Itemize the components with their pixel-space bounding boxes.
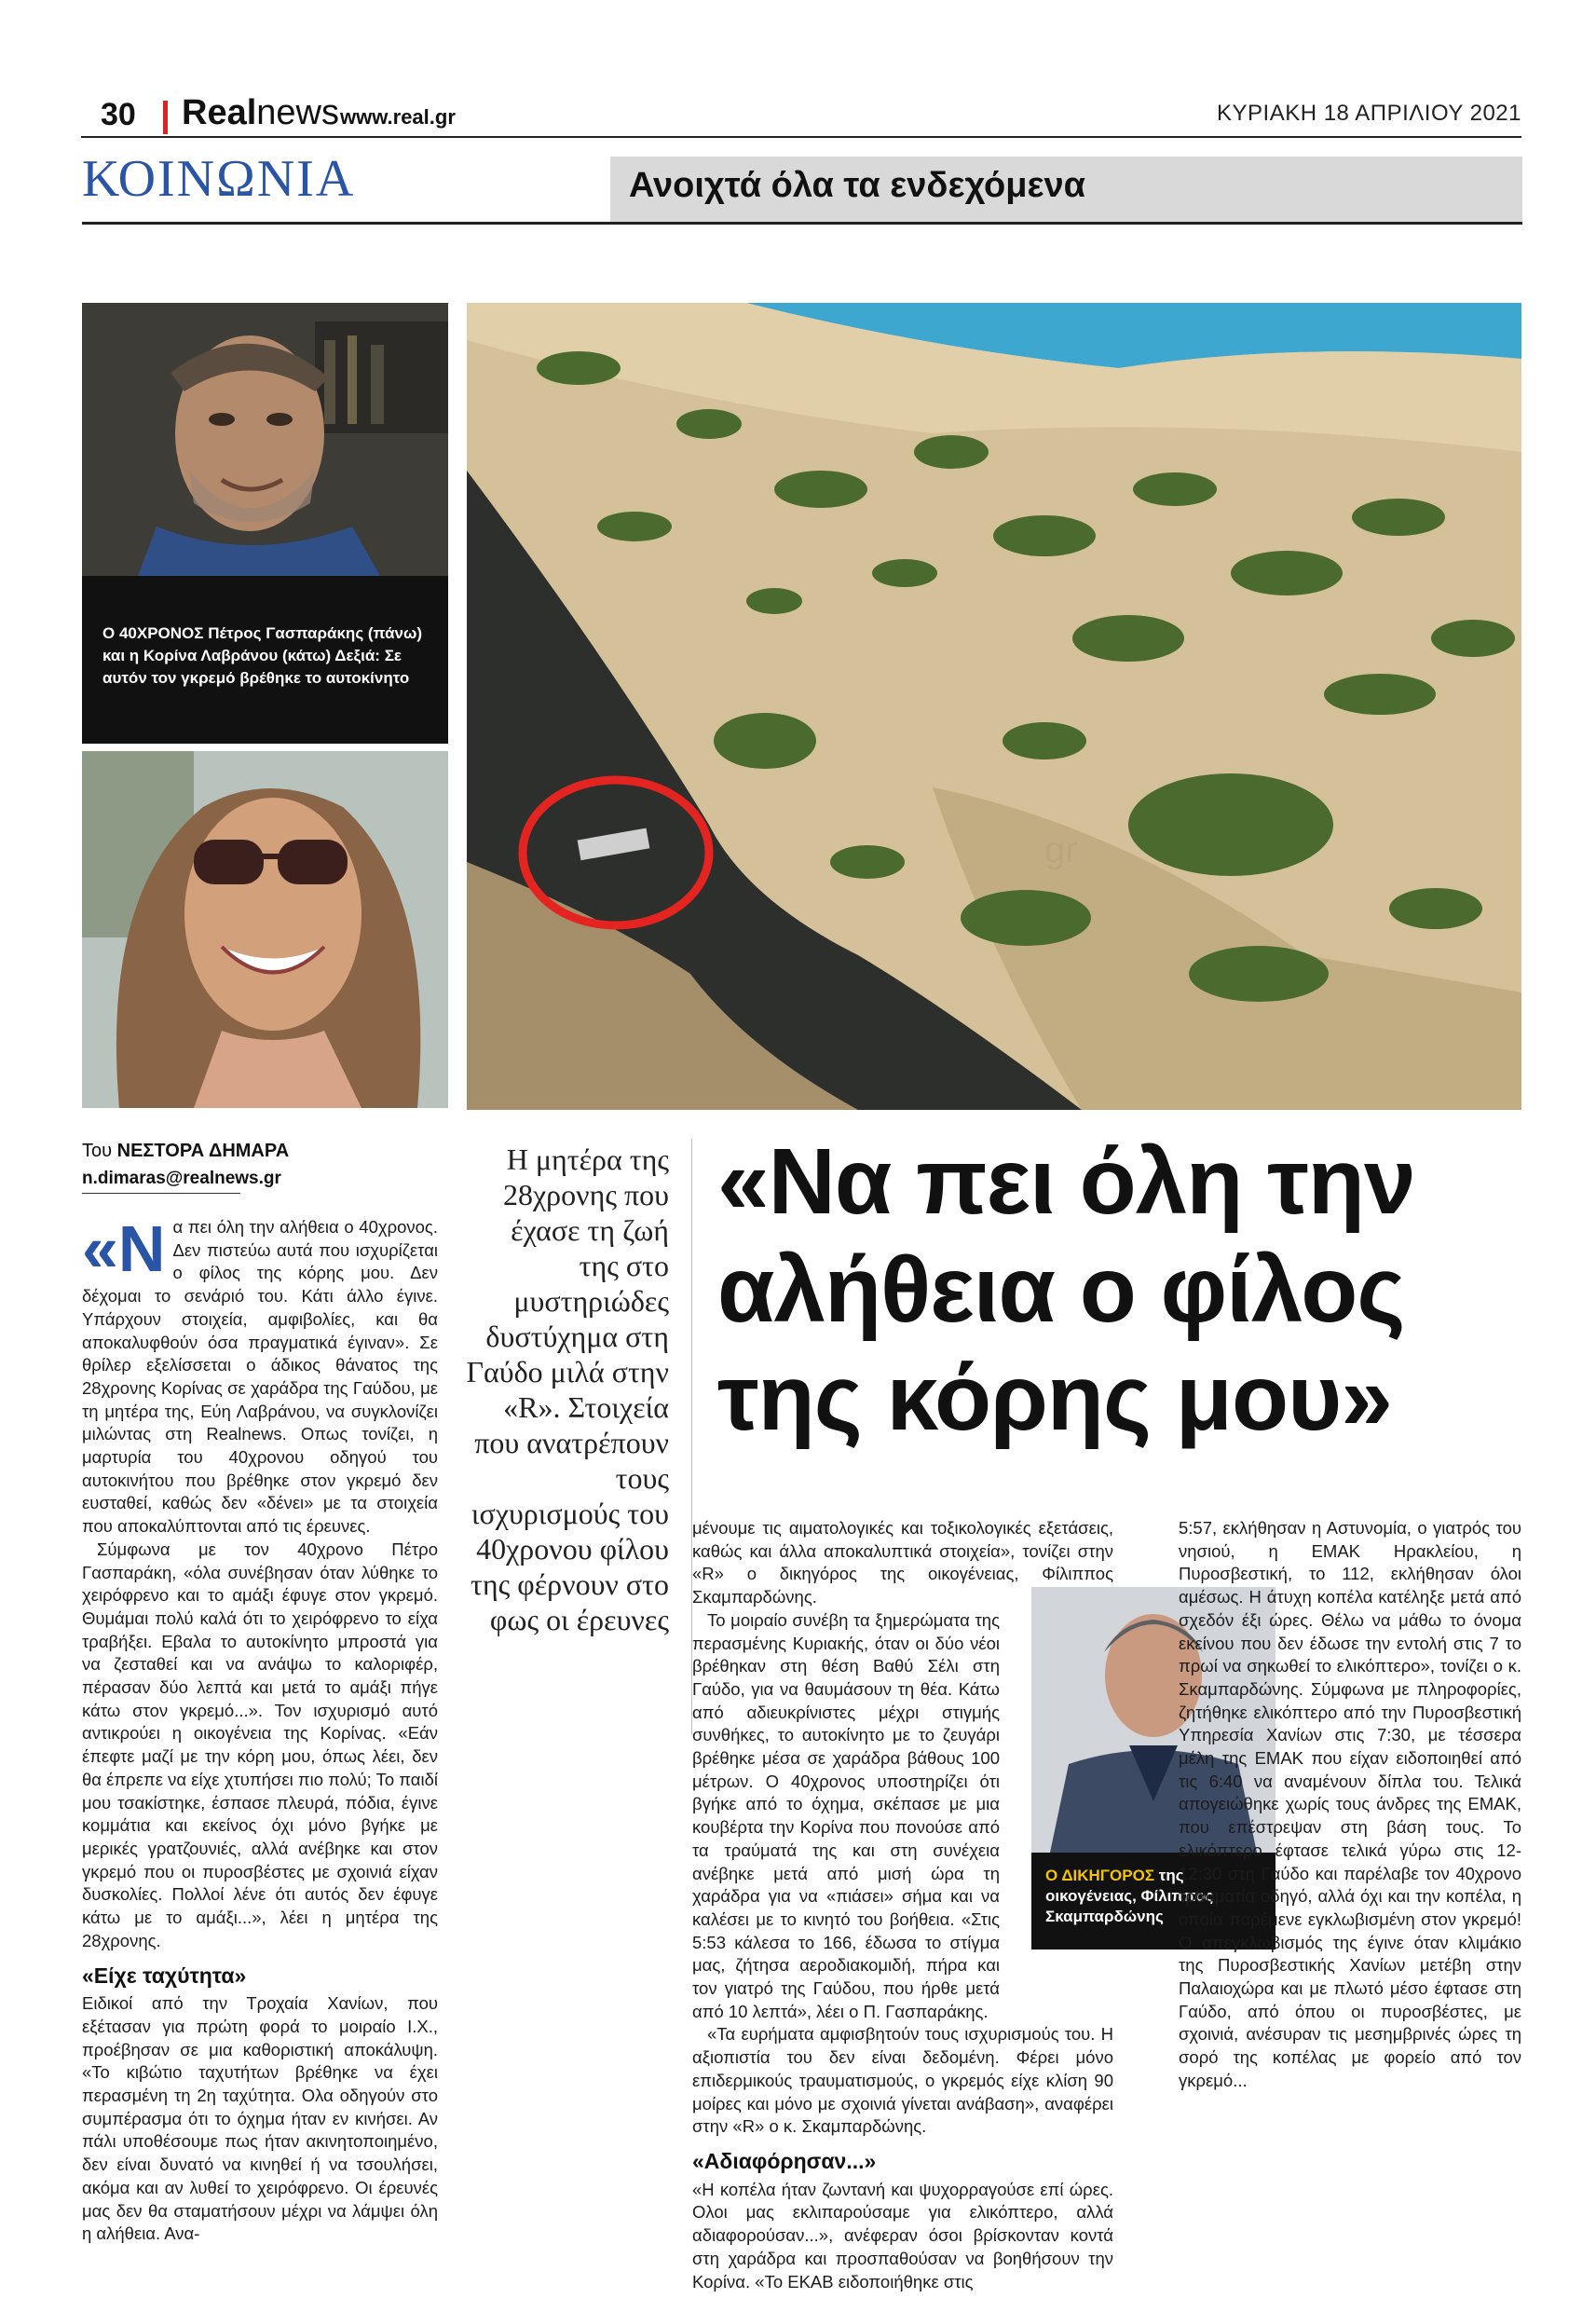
photo-watermark: gr xyxy=(1044,829,1078,870)
drop-cap: «Ν xyxy=(82,1212,166,1285)
gorge-illustration xyxy=(467,303,1521,1110)
byline xyxy=(82,1141,289,1162)
byline-author: ΝΕΣΤΟΡΑ ΔΗΜΑΡΑ xyxy=(116,1141,290,1161)
photo-petros-gasparakis xyxy=(82,303,448,576)
paragraph: 5:57, εκλήθησαν η Αστυνομία, ο γιατρός του νησιού, η ΕΜΑΚ Ηρακλείου, η Πυροσβεστική, το 112, εκλήθησαν όλοι αμέσως. Η άτυχη κοπέλα κατέληξε μετά από σχεδόν έξι ώρες. Θέλω να μάθω το όνομα εκείνου που δεν έδωσε την εντολή στις 7 το πρωί να σηκωθεί το ελικόπτερο», τονίζει ο κ. Σκαμπαρδώνης. Σύμφωνα με πληροφορίες, ζητήθηκε ελικόπτερο από την Πυροσβεστική Υπηρεσία Χανίων στις 7:30, με τέσσερα μέλη της ΕΜΑΚ που είχαν ειδοποιηθεί από τις 6:40 να αναμένουν δίπλα του. Τελικά απογειώθηκε χωρίς τους άνδρες της ΕΜΑΚ, που επέστρεψαν στη βάση τους. Το ελικόπτερο έφτασε τελικά γύρω στις 12-12:30 στη Γαύδο και παρέλαβε τον 40χρονο τραυματία οδηγό, αλλά όχι και την κοπέλα, η οποία παρέμενε εγκλωβισμένη στον γκρεμό! Ο απεγκλωβισμός της έγινε όταν κλιμάκιο της Πυροσβεστικής Χανίων μετέβη στην Παλαιοχώρα και με πλωτό μέσο έφτασε στη Γαύδο, από όπου οι πυροσβέστες, με σχοινιά, ανέσυραν τις μεσημβρινές ώρες τη σορό της κοπέλας με φορείο από τον γκρεμό... xyxy=(1179,1518,1521,2090)
photo-korina-lavranou xyxy=(82,751,448,1108)
header-divider xyxy=(163,101,168,134)
issue-date: ΚΥΡΙΑΚΗ 18 ΑΠΡΙΛΙΟΥ 2021 xyxy=(1217,101,1521,126)
headline: «Να πει όλη την αλήθεια ο φίλος της κόρης μου» xyxy=(717,1129,1415,1450)
page-number: 30 xyxy=(101,97,136,132)
subheading-speed: «Είχε ταχύτητα» xyxy=(82,1963,247,1988)
brand-bold: Real xyxy=(182,93,257,132)
kicker: Ανοιχτά όλα τα ενδεχόμενα xyxy=(629,166,1085,205)
man-portrait-illustration xyxy=(82,303,448,576)
standfirst: Η μητέρα της 28χρονης που έχασε τη ζωή της στο μυστηριώδες δυστύχημα στη Γαύδο μιλά στην «R». Στοιχεία που ανατρέπουν τους ισχυρισμούς του 40χρονου φίλου της φέρνουν στο φως οι έρευνες xyxy=(466,1142,669,1636)
header-rule xyxy=(81,136,1521,138)
section-rule xyxy=(82,222,1522,225)
paragraph: Το μοιραίο συνέβη τα ξημερώματα της περασμένης Κυριακής, όταν οι δύο νέοι βρέθηκαν στη θέση Βαθύ Σέλι στη Γαύδο, για να θαυμάσουν τη θέα. Κάτω από αδιευκρίνιστες μέχρι στιγμής συνθήκες, το αυτοκίνητο με το ζευγάρι βρέθηκε μέσα σε χαράδρα βάθους 100 μέτρων. Ο 40χρονος υποστηρίζει ότι βγήκε από το όχημα, σκέπασε με μια κουβέρτα την Κορίνα που πονούσε από τα τραύματά της και στη συνέχεια ανέβηκε μετά από μισή ώρα τη χαράδρα για να «πιάσει» σήμα και να καλέσει με το κινητό του βοήθεια. «Στις 5:53 κάλεσα το 166, έδωσα το στίγμα μας, ζήτησα αεροδιακομιδή, πήρα και τον γιατρό της Γαύδου, που ήρθε μετά από 10 λεπτά», λέει ο Π. Γασπαράκης. xyxy=(692,1609,1000,2021)
body-column-3 xyxy=(1179,1517,1521,2093)
paragraph-intro-text: α πει όλη την αλήθεια ο 40χρονος. Δεν πιστεύω αυτά που ισχυρίζεται ο φίλος της κόρης μου. Δεν δέχομαι το σενάριό του. Κάτι άλλο έγινε. Υπάρχουν στοιχεία, αμφιβολίες, και θα αποκαλυφθούν όσα πραγματικά έγιναν». Σε θρίλερ εξελίσσεται ο άδικος θάνατος της 28χρονης Κορίνας σε χαράδρα της Γαύδου, με τη μητέρα της, Εύη Λαβράνου, να συγκλονίζει μιλώντας στη Realnews. Οπως τονίζει, η μαρτυρία του 40χρονου οδηγού του αυτοκινήτου που βρέθηκε στον γκρεμό δεν ευσταθεί, καθώς δεν «δένει» με τα στοιχεία που αποκαλύπτονται από τις έρευνες. xyxy=(82,1217,438,1537)
byline-rule xyxy=(82,1193,240,1194)
paragraph: Σύμφωνα με τον 40χρονο Πέτρο Γασπαράκη, «όλα συνέβησαν όταν λύθηκε το χειρόφρενο και το αμάξι έφυγε στον γκρεμό. Θυμάμαι πολύ καλά ότι το χειρόφρενο το είχα τραβήξει. Εβαλα το αυτοκίνητο μπροστά για να ζεσταθεί και να ανάψω το καλοριφέρ, πέρασαν δύο λεπτά και μετά το αμάξι πήγε κάτω στον γκρεμό...». Τον ισχυρισμό αυτό αντικρούει η οικογένεια της Κορίνας. «Εάν έπεφτε μαζί με την κόρη μου, όπως λέει, δεν θα έπρεπε να είχε χτυπήσει πιο πολύ; Το παιδί μου τσακίστηκε, έσπασε πλευρά, πόδια, έγινε κομμάτια και εκείνος όχι μόνο βγήκε με μερικές γρατζουνιές, αλλά ανέβηκε και στον γκρεμό που οι πυροσβέστες με σχοινιά είχαν δυσκολίες. Πολλοί λένε ότι αυτός δεν έφυγε κάτω με το αμάξι...», λέει η μητέρα της 28χρονης. xyxy=(82,1539,438,1950)
subheading-indifference: «Αδιαφόρησαν...» xyxy=(692,2148,877,2173)
paragraph: μένουμε τις αιματολογικές και τοξικολογικές εξετάσεις, καθώς και άλλα αποκαλυπτικά στοιχεία», τονίζει στην «R» ο δικηγόρος της οικογένειας, Φίλιππος Σκαμπαρδώνης. xyxy=(692,1518,1113,1607)
photo-caption-rest: Πέτρος Γασπαράκης (πάνω) και η Κορίνα Λαβράνου (κάτω) Δεξιά: Σε αυτόν τον γκρεμό βρέθηκε το αυτοκίνητο xyxy=(102,624,423,687)
photo-caption-lead: Ο 40ΧΡΟΝΟΣ xyxy=(102,624,204,642)
woman-portrait-illustration xyxy=(82,751,448,1108)
lawyer-caption-lead: Ο ΔΙΚΗΓΟΡΟΣ xyxy=(1045,1867,1155,1884)
paragraph-intro xyxy=(82,1212,438,1539)
brand-logo xyxy=(182,93,339,133)
brand-light: news xyxy=(256,93,339,132)
lawyer-caption-rest: της οικογένειας, Φίλιππος Σκαμπαρδώνης xyxy=(1045,1867,1214,1925)
photo-caption xyxy=(102,622,438,690)
byline-prefix: Του xyxy=(82,1141,117,1161)
paragraph: «Τα ευρήματα αμφισβητούν τους ισχυρισμούς του. Η αξιοπιστία του δεν είναι δεδομένη. Φέρει μόνο επιδερμικούς τραυματισμούς, ο γκρεμός είχε κλίση 90 μοίρες και μόνο με σχοινιά γίνεται ανάβαση», αναφέρει στην «R» ο κ. Σκαμπαρδώνης. xyxy=(692,2024,1113,2137)
author-email[interactable]: n.dimaras@realnews.gr xyxy=(82,1169,281,1188)
photo-gorge xyxy=(467,303,1521,1110)
section-title: ΚΟΙΝΩΝΙΑ xyxy=(82,150,356,208)
site-url: www.real.gr xyxy=(340,105,456,129)
paragraph: Ειδικοί από την Τροχαία Χανίων, που εξέτασαν για πρώτη φορά το μοιραίο Ι.Χ., προέβησαν σε μια καθοριστική αποκάλυψη. «Το κιβώτιο ταχυτήτων βρέθηκε να έχει περασμένη τη 2η ταχύτητα. Ολα οδηγούν στο συμπέρασμα ότι το όχημα ήταν εν κινήσει. Αν πάλι υποθέσουμε πως ήταν ακινητοποιημένο, δεν είναι δυνατό να κινηθεί ή να τσουλήσει, ακόμα και αν λυθεί το χειρόφρενο. Οι έρευνές μας δεν θα σταματήσουν μέχρι να λάμψει όλη η αλήθεια. Ανα- xyxy=(82,1993,438,2244)
body-column-1 xyxy=(82,1212,438,2246)
paragraph: «Η κοπέλα ήταν ζωντανή και ψυχορραγούσε επί ώρες. Ολοι μας εκλιπαρούσαμε για ελικόπτερο, αλλά αδιαφορούσαν...», ανέφεραν όσοι βρίσκονταν κοντά στη χαράδρα και προσπαθούσαν να βοηθήσουν την Κορίνα. «Το ΕΚΑΒ ειδοποιήθηκε στις xyxy=(692,2179,1113,2291)
